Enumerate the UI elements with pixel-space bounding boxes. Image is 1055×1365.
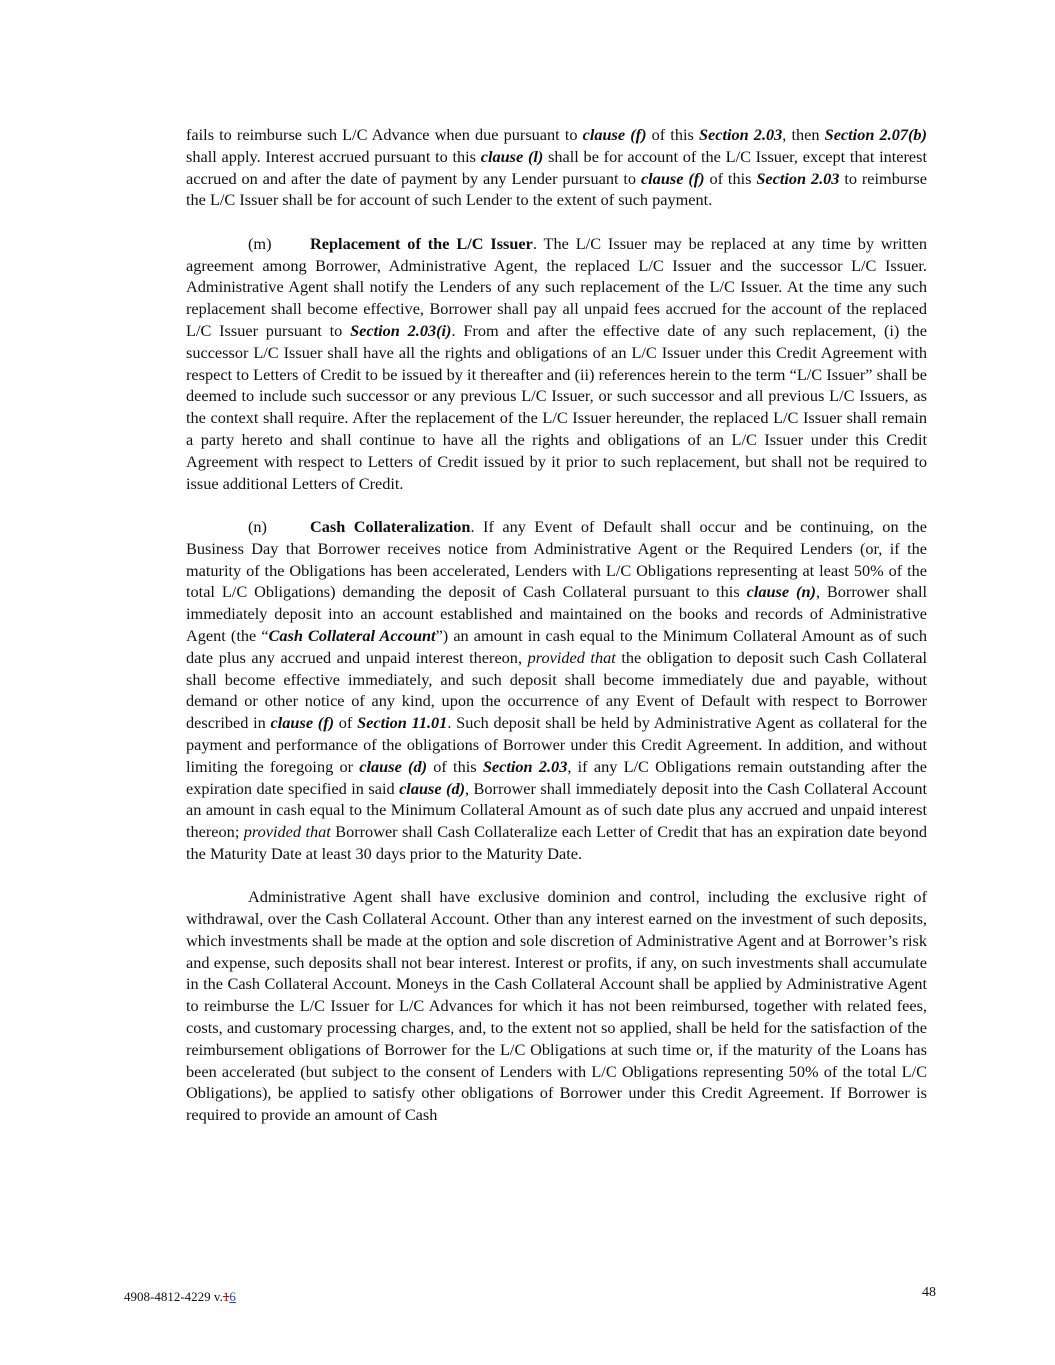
cross-reference: clause (l) bbox=[480, 146, 544, 166]
clause-heading: Cash Collateralization bbox=[310, 516, 471, 536]
page-body bbox=[186, 124, 927, 1148]
cross-reference: Section 2.07(b) bbox=[824, 125, 927, 144]
proviso: provided that bbox=[527, 647, 616, 667]
document-id: 4908-4812-4229 v.16 bbox=[124, 1289, 236, 1304]
cross-reference: clause (f) bbox=[640, 168, 705, 188]
cross-reference: Section 2.03(i) bbox=[350, 320, 452, 340]
clause-number: (m) bbox=[248, 233, 272, 253]
cross-reference: clause (d) bbox=[399, 778, 466, 798]
cross-reference: Section 11.01 bbox=[357, 713, 448, 733]
deleted-version: 1 bbox=[222, 1289, 230, 1304]
cross-reference: clause (f) bbox=[270, 713, 335, 733]
cross-reference: Section 2.03 bbox=[482, 756, 568, 776]
paragraph-m-replacement: (m) Replacement of the L/C Issuer. The L/C Issuer may be replaced at any time by written agreement among Borrower, Administrative Agent, the replaced L/C Issuer and the successor L/C Issuer. Administrative Agent shall notify the Lenders of any such replacement of the L/C Issuer. At the time any such replacement shall become effective, Borrower shall pay all unpaid fees accrued for the account of the replaced L/C Issuer pursuant to Section 2.03(i). From and after the effective date of any such replacement, (i) the successor L/C Issuer shall have all the rights and obligations of an L/C Issuer under this Credit Agreement with respect to Letters of Credit to be issued by it thereafter and (ii) references herein to the term “L/C Issuer” shall be deemed to include such successor or any previous L/C Issuer, or such successor and all previous L/C Issuers, as the context shall require. After the replacement of the L/C Issuer hereunder, the replaced L/C Issuer shall remain a party hereto and shall continue to have all the rights and obligations of an L/C Issuer under this Credit Agreement with respect to Letters of Credit issued by it prior to such replacement, but shall not be required to issue additional Letters of Credit. bbox=[186, 233, 927, 493]
page-number: 48 bbox=[922, 1285, 936, 1300]
defined-term: Cash Collateral Account bbox=[268, 625, 436, 645]
cross-reference: clause (d) bbox=[359, 756, 428, 776]
cross-reference: clause (n) bbox=[746, 582, 816, 602]
cross-reference: clause (f) bbox=[582, 125, 647, 144]
cross-reference: Section 2.03 bbox=[756, 168, 840, 188]
paragraph-cash-collateral-account: Administrative Agent shall have exclusive dominion and control, including the exclusive right of withdrawal, over the Cash Collateral Account. Other than any interest earned on the investment of such deposits, which investments shall be made at the option and sole discretion of Administrative Agent and at Borrower’s risk and expense, such deposits shall not bear interest. Interest or profits, if any, on such investments shall accumulate in the Cash Collateral Account. Moneys in the Cash Collateral Account shall be applied by Administrative Agent to reimburse the L/C Issuer for L/C Advances for which it has not been reimbursed, together with related fees, costs, and customary processing charges, and, to the extent not so applied, shall be held for the satisfaction of the reimbursement obligations of Borrower for the L/C Obligations at such time or, if the maturity of the Loans has been accelerated (but subject to the consent of Lenders with L/C Obligations representing 50% of the total L/C Obligations), be applied to satisfy other obligations of Borrower under this Credit Agreement. If Borrower is required to provide an amount of Cash bbox=[186, 887, 927, 1125]
cross-reference: Section 2.03 bbox=[698, 125, 783, 144]
paragraph-n-cash-collateralization: (n) Cash Collateralization. If any Event of Default shall occur and be continuing, on the Business Day that Borrower receives notice from Administrative Agent or the Required Lenders (or, if the maturity of the Obligations has been accelerated, Lenders with L/C Obligations representing at least 50% of the total L/C Obligations) demanding the deposit of Cash Collateral pursuant to this clause (n), Borrower shall immediately deposit into an account established and maintained on the books and records of Administrative Agent (the “Cash Collateral Account”) an amount in cash equal to the Minimum Collateral Amount as of such date plus any accrued and unpaid interest thereon, provided that the obligation to deposit such Cash Collateral shall become effective immediately, and such deposit shall become immediately due and payable, without demand or other notice of any kind, upon the occurrence of any Event of Default with respect to Borrower described in clause (f) of Section 11.01. Such deposit shall be held by Administrative Agent as collateral for the payment and performance of the obligations of Borrower under this Credit Agreement. In addition, and without limiting the foregoing or clause (d) of this Section 2.03, if any L/C Obligations remain outstanding after the expiration date specified in said clause (d), Borrower shall immediately deposit into the Cash Collateral Account an amount in cash equal to the Minimum Collateral Amount as of such date plus any accrued and unpaid interest thereon; provided that Borrower shall Cash Collateralize each Letter of Credit that has an expiration date beyond the Maturity Date at least 30 days prior to the Maturity Date. bbox=[186, 516, 928, 863]
proviso: provided that bbox=[243, 822, 331, 842]
paragraph-l-continuation: fails to reimburse such L/C Advance when due pursuant to clause (f) of this Section 2.03, then Section 2.07(b) shall apply. Interest accrued pursuant to this clause (l) shall be for account of the L/C Issuer, except that interest accrued on and after the date of payment by any Lender pursuant to clause (f) of this Section 2.03 to reimburse the L/C Issuer shall be for account of such Lender to the extent of such payment. bbox=[186, 125, 927, 210]
clause-number: (n) bbox=[248, 516, 267, 536]
inserted-version: 6 bbox=[229, 1289, 236, 1304]
clause-heading: Replacement of the L/C Issuer bbox=[310, 233, 533, 253]
